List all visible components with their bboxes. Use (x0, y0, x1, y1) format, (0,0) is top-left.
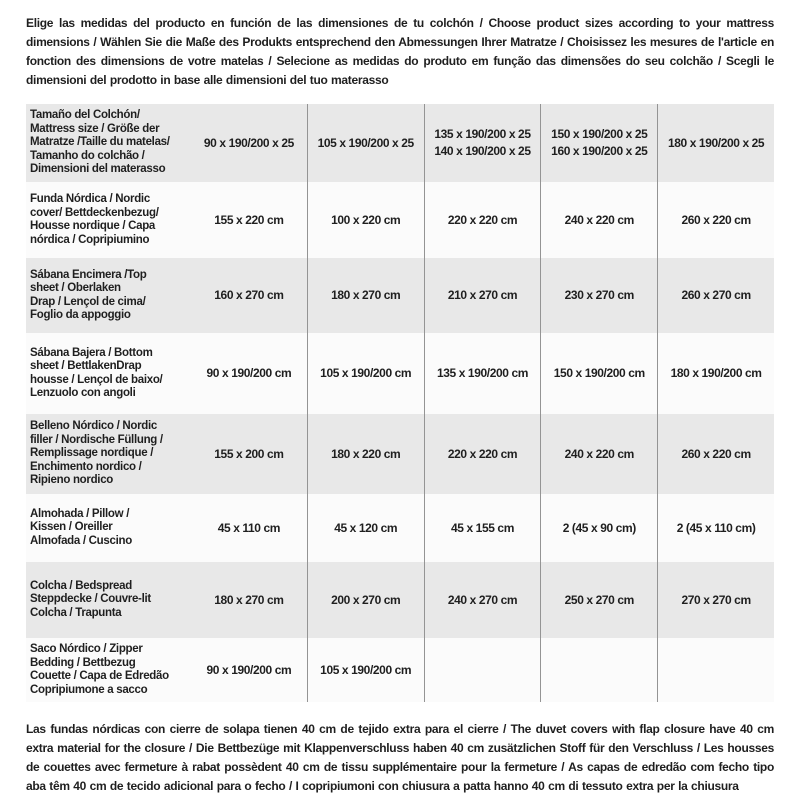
product-label: Belleno Nórdico / Nordic filler / Nordische Füllung / Remplissage nordique / Enchimento nordico / Ripieno nordico (30, 420, 163, 487)
size-cell: 220 x 220 cm (424, 414, 541, 494)
size-cell: 150 x 190/200 cm (540, 333, 657, 414)
product-label: Sábana Encimera /Top sheet / Oberlaken Drap / Lençol de cima/ Foglio da appoggio (30, 268, 147, 321)
size-cell: 260 x 220 cm (657, 414, 774, 494)
table-row (26, 562, 774, 638)
size-cell: 100 x 220 cm (307, 182, 424, 258)
size-cell: 135 x 190/200 cm (424, 333, 541, 414)
size-cell: 45 x 110 cm (217, 520, 281, 535)
size-cell: 220 x 220 cm (424, 182, 541, 258)
size-cell: 200 x 270 cm (307, 562, 424, 638)
size-cell: 105 x 190/200 cm (307, 638, 424, 702)
size-cell: 250 x 270 cm (540, 562, 657, 638)
table-row (26, 414, 774, 494)
size-cell: 230 x 270 cm (540, 258, 657, 333)
size-cell: 155 x 200 cm (214, 446, 284, 461)
product-label: Funda Nórdica / Nordic cover/ Bettdeckenbezug/ Housse nordique / Capa nórdica / Copripiumino (30, 193, 159, 246)
size-cell: 90 x 190/200 cm (206, 662, 292, 677)
size-cell: 105 x 190/200 cm (307, 333, 424, 414)
size-cell: 180 x 190/200 x 25 (657, 104, 774, 182)
intro-text: Elige las medidas del producto en función de las dimensiones de tu colchón / Choose product sizes according to your mattress dimensions / Wählen Sie die Maße des Produkts entsprechend den Abmessungen Ihrer Matratze / Choisissez les mesures de l'article en fonction des dimensions de votre matelas / Selecione as medidas do produto em função das dimensões do seu colchão / Scegli le dimensioni del prodotto in base alle dimensioni del tuo materasso (26, 16, 774, 87)
size-cell: 160 x 270 cm (214, 288, 284, 302)
product-label: Almohada / Pillow / Kissen / Oreiller Almofada / Cuscino (30, 507, 132, 547)
size-cell: 210 x 270 cm (424, 258, 541, 333)
size-cell: 90 x 190/200 cm (206, 366, 292, 380)
size-cell: 45 x 155 cm (424, 494, 541, 562)
size-cell (657, 638, 774, 702)
size-cell: 240 x 270 cm (424, 562, 541, 638)
size-cell: 180 x 190/200 cm (657, 333, 774, 414)
table-row (26, 182, 774, 258)
size-cell: 240 x 220 cm (540, 414, 657, 494)
product-label: Saco Nórdico / Zipper Bedding / Bettbezug Couette / Capa de Edredão Copripiumone a sacco (30, 643, 169, 696)
product-label: Tamaño del Colchón/ Mattress size / Größe der Matratze /Taille du matelas/ Tamanho do colchão / Dimensioni del materasso (30, 109, 170, 176)
size-cell: 270 x 270 cm (657, 562, 774, 638)
table-row (26, 258, 774, 333)
table-row (26, 494, 774, 562)
size-cell: 2 (45 x 110 cm) (657, 494, 774, 562)
product-label: Sábana Bajera / Bottom sheet / BettlakenDrap housse / Lençol de baixo/ Lenzuolo con angoli (30, 346, 163, 399)
product-label: Colcha / Bedspread Steppdecke / Couvre-lit Colcha / Trapunta (30, 579, 151, 619)
size-cell: 2 (45 x 90 cm) (540, 494, 657, 562)
size-cell (424, 638, 541, 702)
table-row (26, 333, 774, 414)
product-size-table (26, 104, 774, 702)
table-row (26, 104, 774, 182)
size-cell: 260 x 270 cm (657, 258, 774, 333)
size-cell: 150 x 190/200 x 25 160 x 190/200 x 25 (540, 104, 657, 182)
size-cell: 180 x 270 cm (214, 592, 284, 607)
size-cell (540, 638, 657, 702)
size-cell: 90 x 190/200 x 25 (203, 135, 294, 150)
size-cell: 240 x 220 cm (540, 182, 657, 258)
size-cell: 45 x 120 cm (307, 494, 424, 562)
size-cell: 155 x 220 cm (214, 212, 284, 227)
size-cell: 260 x 220 cm (657, 182, 774, 258)
footer-note: Las fundas nórdicas con cierre de solapa tienen 40 cm de tejido extra para el cierre / The duvet covers with flap closure have 40 cm extra material for the closure / Die Bettbezüge mit Klappenverschluss haben 40 cm zusätzlichen Stoff für den Verschluss / Les housses de couettes avec fermeture à rabat possèdent 40 cm de tissu supplémentaire pour la fermeture / As capas de edredão com fecho tipo aba têm 40 cm de tecido adicional para o fecho / I copripiumoni con chiusura a patta hanno 40 cm di tessuto extra per la chiusura (26, 722, 774, 793)
size-cell: 135 x 190/200 x 25 140 x 190/200 x 25 (424, 104, 541, 182)
table-row (26, 638, 774, 702)
size-cell: 180 x 220 cm (307, 414, 424, 494)
size-cell: 180 x 270 cm (307, 258, 424, 333)
size-cell: 105 x 190/200 x 25 (307, 104, 424, 182)
